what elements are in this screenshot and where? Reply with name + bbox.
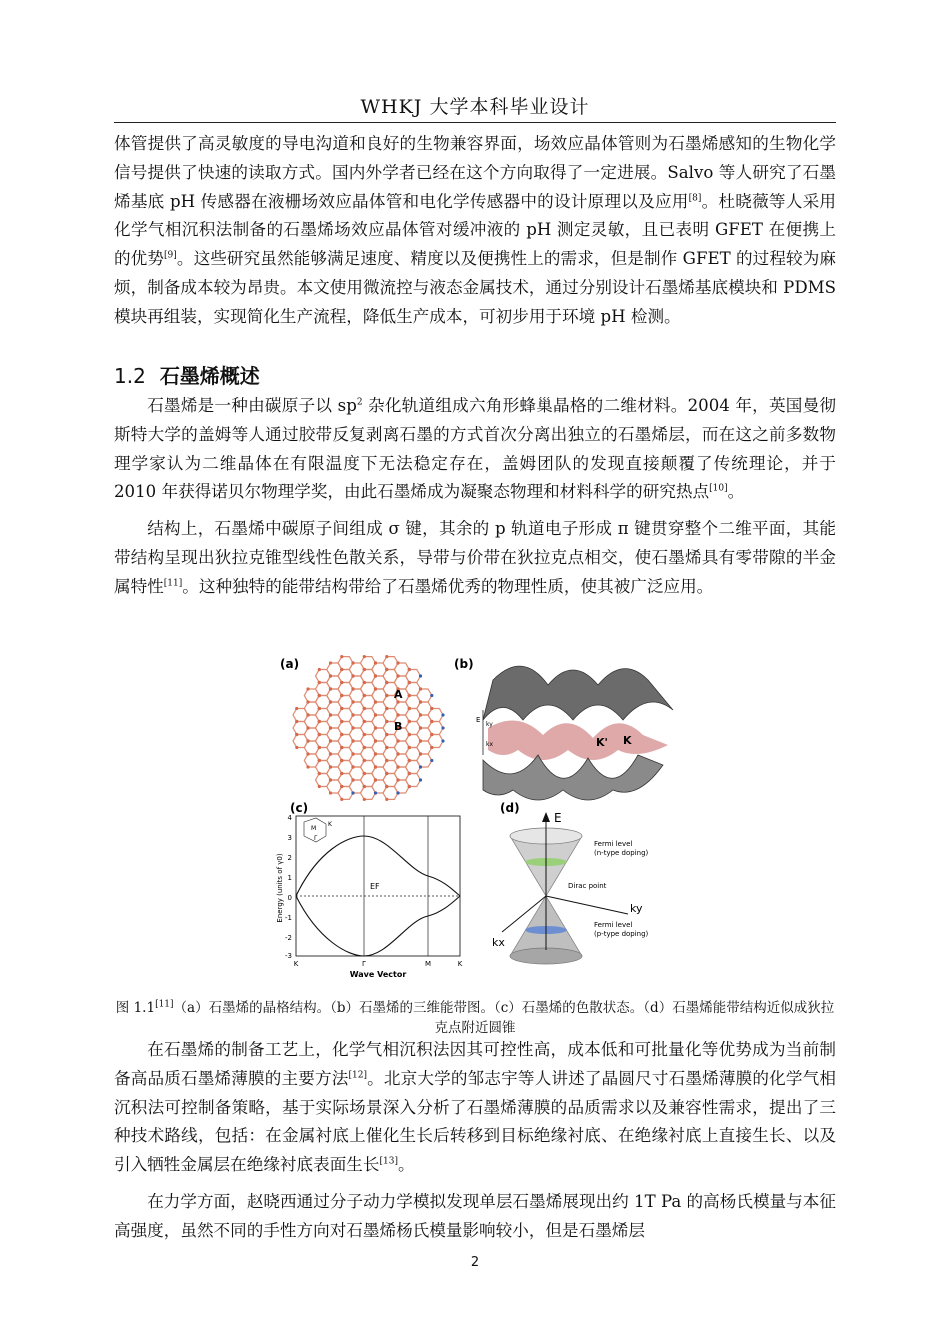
c-ytick: -1 xyxy=(285,914,292,922)
lattice-atom xyxy=(363,655,366,658)
lattice-atom xyxy=(363,785,366,788)
superscript-2: 2 xyxy=(356,397,363,408)
lattice-atom xyxy=(408,772,411,775)
c-y-ticks xyxy=(285,814,293,960)
lattice-atom xyxy=(329,726,332,729)
lattice-atom xyxy=(340,720,343,723)
lattice-atom xyxy=(396,752,399,755)
citation-12: [12] xyxy=(348,1070,367,1081)
d-fermi-p-2: (p-type doping) xyxy=(594,930,649,938)
lattice-atom xyxy=(340,707,343,710)
panel-c-label: (c) xyxy=(290,801,309,815)
lattice-atom xyxy=(396,661,399,664)
lattice-atom xyxy=(295,720,298,723)
lattice-atom xyxy=(340,798,343,801)
lattice-atom xyxy=(351,752,354,755)
lattice-atom xyxy=(374,713,377,716)
d-ky-label: ky xyxy=(630,902,643,915)
lattice-atom xyxy=(351,687,354,690)
lattice-label-a: A xyxy=(394,688,403,701)
panel-d-dirac-cone xyxy=(492,801,649,964)
lattice-atom xyxy=(396,713,399,716)
panel-c-dispersion xyxy=(276,801,463,979)
paragraph-1-text-c: 。这些研究虽然能够满足速度、精度以及便携性上的需求，但是制作 GFET 的过程较为麻烦，制备成本较为昂贵。本文使用微流控与液态金属技术，通过分别设计石墨烯基底模块和 PDMS 模块再组装，实现简化生产流程，降低生产成本，可初步用于环境 pH 检测。 xyxy=(114,249,836,326)
lattice-atom xyxy=(374,687,377,690)
lattice-atom xyxy=(408,720,411,723)
paragraph-3-text-a: 结构上，石墨烯中碳原子间组成 σ 键，其余的 p 轨道电子形成 π 键贯穿整个二维平面，其能带结构呈现出狄拉克锥型线性色散关系，导带与价带在狄拉克点相交，使石墨烯具有零带隙的半金属特性 xyxy=(114,519,836,596)
citation-11: [11] xyxy=(163,578,183,589)
lattice-atom xyxy=(329,791,332,794)
lattice-atom xyxy=(318,694,321,697)
lattice-atom xyxy=(306,687,309,690)
lattice-atom xyxy=(295,746,298,749)
lattice-atom xyxy=(430,759,433,762)
section-title: 石墨烯概述 xyxy=(159,364,260,388)
lattice-atom xyxy=(306,765,309,768)
lattice-atom xyxy=(419,739,422,742)
lattice-atom xyxy=(351,778,354,781)
d-kx-label: kx xyxy=(492,936,505,949)
lattice-atom xyxy=(441,739,444,742)
lattice-atom xyxy=(430,694,433,697)
lattice-hexagon xyxy=(428,735,443,748)
c-valence-curve xyxy=(296,896,460,956)
lattice-hexagon xyxy=(428,722,443,735)
lattice-atom xyxy=(306,713,309,716)
paragraph-block-mid xyxy=(114,392,836,602)
lattice-atom xyxy=(385,707,388,710)
c-xtick: K xyxy=(457,960,463,968)
lattice-hexagon xyxy=(383,787,398,800)
lattice-atom xyxy=(318,720,321,723)
lattice-atom xyxy=(363,759,366,762)
panel-b-3d-bands xyxy=(454,650,678,800)
citation-8: [8] xyxy=(688,193,702,204)
lattice-atom xyxy=(351,726,354,729)
lattice-atom xyxy=(430,746,433,749)
lattice-atom xyxy=(396,674,399,677)
lattice-atom xyxy=(351,674,354,677)
lattice-atom xyxy=(419,687,422,690)
paragraph-3-text-b: 。这种独特的能带结构带给了石墨烯优秀的物理性质，使其被广泛应用。 xyxy=(182,576,714,596)
section-heading xyxy=(114,360,260,389)
paragraph-1 xyxy=(114,130,836,332)
lattice-atom xyxy=(419,700,422,703)
c-inset-m: M xyxy=(311,825,317,832)
lattice-atom xyxy=(340,746,343,749)
paragraph-5: 在力学方面，赵晓西通过分子动力学模拟发现单层石墨烯展现出约 1T Pa 的高杨氏模量与本征高强度，虽然不同的手性方向对石墨烯杨氏模量影响较小，但是石墨烯层 xyxy=(114,1191,836,1240)
lattice-atom xyxy=(374,778,377,781)
citation-13: [13] xyxy=(379,1156,398,1167)
lattice-atom xyxy=(340,772,343,775)
paragraph-4 xyxy=(114,1036,836,1180)
lattice-atom xyxy=(408,668,411,671)
page-header xyxy=(114,92,836,123)
figure-1-1 xyxy=(278,650,678,980)
lattice-atom xyxy=(385,772,388,775)
header-title: WHKJ 大学本科毕业设计 xyxy=(360,96,590,118)
b-axis-kx: kx xyxy=(486,741,494,748)
lattice-atom xyxy=(374,739,377,742)
lattice-hexagon xyxy=(428,709,443,722)
c-ytick: 3 xyxy=(287,834,292,842)
lattice-atom xyxy=(374,752,377,755)
caption-citation: [11] xyxy=(155,999,174,1010)
lattice-atom xyxy=(318,785,321,788)
lattice-atom xyxy=(363,707,366,710)
lattice-atom xyxy=(441,726,444,729)
lattice-atom xyxy=(385,746,388,749)
lattice-atom xyxy=(329,765,332,768)
c-xtick: Γ xyxy=(362,960,366,968)
b-label-kprime: K' xyxy=(596,736,608,749)
lattice-atom xyxy=(318,681,321,684)
lattice-atom xyxy=(419,713,422,716)
c-xlabel: Wave Vector xyxy=(349,970,407,979)
lattice-atom xyxy=(306,752,309,755)
lattice-atom xyxy=(340,668,343,671)
lattice-atom xyxy=(318,746,321,749)
panel-d-label: (d) xyxy=(500,801,520,815)
lattice-atom xyxy=(408,759,411,762)
c-ytick: 0 xyxy=(287,894,292,902)
lattice-atom xyxy=(430,720,433,723)
lattice-atom xyxy=(318,772,321,775)
c-xtick: M xyxy=(424,960,432,968)
hex-lattice xyxy=(293,655,445,801)
b-axis-e: E xyxy=(476,716,481,724)
lattice-atom xyxy=(419,674,422,677)
lattice-atom xyxy=(351,739,354,742)
lattice-atom xyxy=(408,707,411,710)
lattice-atom xyxy=(441,713,444,716)
lattice-atom xyxy=(351,700,354,703)
lattice-atom xyxy=(306,726,309,729)
d-fermi-n-1: Fermi level xyxy=(594,840,633,848)
lattice-atom xyxy=(363,720,366,723)
d-e-label: E xyxy=(554,811,562,825)
lattice-atom xyxy=(329,713,332,716)
paragraph-2 xyxy=(114,392,836,507)
lattice-atom xyxy=(363,746,366,749)
lattice-hexagon xyxy=(406,774,421,787)
paragraph-1-text-a: 体管提供了高灵敏度的导电沟道和良好的生物兼容界面，场效应晶体管则为石墨烯感知的生物化学信号提供了快速的读取方式。国内外学者已经在这个方向取得了一定进展。Salvo 等人研究了石墨烯基底 pH 传感器在液栅场效应晶体管和电化学传感器中的设计原理以及应用 xyxy=(114,134,836,211)
lattice-atom xyxy=(340,681,343,684)
lattice-label-b: B xyxy=(394,720,403,733)
lattice-atom xyxy=(374,765,377,768)
lattice-atom xyxy=(363,694,366,697)
panel-a-label: (a) xyxy=(280,657,300,671)
paragraph-1-text-b: 。杜晓薇等人采用化学气相沉积法制备的石墨烯场效应晶体管对缓冲液的 pH 测定灵敏，且已表明 GFET 在便携上的优势 xyxy=(114,191,837,269)
lattice-atom xyxy=(374,661,377,664)
lattice-atom xyxy=(396,765,399,768)
d-dirac-label: Dirac point xyxy=(568,882,607,890)
lattice-atom xyxy=(329,778,332,781)
b-label-k: K xyxy=(623,734,632,747)
lattice-atom xyxy=(385,759,388,762)
lattice-atom xyxy=(329,687,332,690)
lattice-atom xyxy=(396,791,399,794)
c-inset-gamma: Γ xyxy=(314,835,318,842)
c-ylabel: Energy (units of γ0) xyxy=(276,853,284,923)
lattice-atom xyxy=(351,765,354,768)
c-ytick: -3 xyxy=(285,952,292,960)
lattice-atom xyxy=(374,791,377,794)
lattice-atom xyxy=(363,798,366,801)
lattice-atom xyxy=(419,726,422,729)
paragraph-2-text-a: 石墨烯是一种由碳原子以 sp xyxy=(147,396,357,415)
lattice-atom xyxy=(430,707,433,710)
lattice-atom xyxy=(363,733,366,736)
lattice-atom xyxy=(419,778,422,781)
d-e-arrow xyxy=(542,812,550,822)
lattice-hexagon xyxy=(406,670,421,683)
lattice-atom xyxy=(363,681,366,684)
figure-svg xyxy=(278,650,678,980)
lattice-hexagon xyxy=(361,787,376,800)
lattice-atom xyxy=(408,694,411,697)
lattice-atom xyxy=(385,668,388,671)
paragraph-2-text-c: 。 xyxy=(727,482,745,502)
c-xtick: K xyxy=(293,960,299,968)
lattice-atom xyxy=(363,668,366,671)
paragraph-block-top xyxy=(114,130,836,332)
lattice-atom xyxy=(363,772,366,775)
lattice-atom xyxy=(408,785,411,788)
lattice-atom xyxy=(385,798,388,801)
lattice-atom xyxy=(385,785,388,788)
panel-a-lattice xyxy=(280,655,445,801)
c-ef-label: EF xyxy=(370,882,380,891)
c-ytick: 4 xyxy=(287,814,292,822)
paragraph-2-text-b: 杂化轨道组成六角形蜂巢晶格的二维材料。2004 年，英国曼彻斯特大学的盖姆等人通过胶带反复剥离石墨的方式首次分离出独立的石墨烯层，而在这之前多数物理学家认为二维晶体在有限温度下无法稳定存在，盖姆团队的发现直接颠覆了传统理论，并于 2010 年获得诺贝尔物理学奖，由此石墨烯成为凝聚态物理和材料科学的研究热点 xyxy=(114,396,836,502)
lattice-atom xyxy=(318,733,321,736)
c-inset-k: K xyxy=(328,821,332,828)
lattice-atom xyxy=(385,720,388,723)
lattice-atom xyxy=(295,707,298,710)
b-axis-ky: ky xyxy=(486,721,493,728)
caption-prefix: 图 1.1 xyxy=(115,1000,156,1016)
paragraph-4-text-a: 在石墨烯的制备工艺上，化学气相沉积法因其可控性高，成本低和可批量化等优势成为当前制备高品质石墨烯薄膜的主要方法 xyxy=(114,1040,836,1088)
paragraph-block-bottom xyxy=(114,1036,836,1246)
lattice-atom xyxy=(396,739,399,742)
lattice-atom xyxy=(318,759,321,762)
lattice-atom xyxy=(306,739,309,742)
lower-cone-rim xyxy=(510,948,582,964)
d-fermi-n-2: (n-type doping) xyxy=(594,849,649,857)
lattice-atom xyxy=(318,707,321,710)
lattice-atom xyxy=(374,700,377,703)
lattice-atom xyxy=(340,733,343,736)
lattice-atom xyxy=(351,791,354,794)
lattice-atom xyxy=(329,674,332,677)
c-x-ticks xyxy=(294,960,463,968)
section-number: 1.2 xyxy=(114,364,146,388)
c-ytick: -2 xyxy=(285,934,292,942)
d-fermi-p-1: Fermi level xyxy=(594,921,633,929)
lattice-atom xyxy=(419,752,422,755)
citation-9: [9] xyxy=(164,250,177,261)
citation-10: [10] xyxy=(709,483,728,494)
lattice-atom xyxy=(329,739,332,742)
lattice-atom xyxy=(374,726,377,729)
lattice-atom xyxy=(329,661,332,664)
caption-text: （a）石墨烯的晶格结构。（b）石墨烯的三维能带图。（c）石墨烯的色散状态。（d）石墨烯能带结构近似成狄拉克点附近圆锥 xyxy=(173,1000,835,1036)
lattice-atom xyxy=(385,655,388,658)
lattice-atom xyxy=(329,700,332,703)
lattice-hexagon xyxy=(406,761,421,774)
lattice-atom xyxy=(340,759,343,762)
lattice-atom xyxy=(385,733,388,736)
d-ky-axis xyxy=(546,896,628,914)
paragraph-4-text-b: 。北京大学的邹志宇等人讲述了晶圆尺寸石墨烯薄膜的化学气相沉积法可控制备策略，基于实际场景深入分析了石墨烯薄膜的品质需求以及兼容性需求，提出了三种技术路线，包括：在金属衬底上催化生长后转移到目标绝缘衬底、在绝缘衬底上直接生长、以及引入牺牲金属层在绝缘衬底表面生长 xyxy=(114,1068,837,1175)
lattice-atom xyxy=(329,752,332,755)
lattice-atom xyxy=(408,733,411,736)
lattice-atom xyxy=(419,765,422,768)
c-ytick: 1 xyxy=(287,874,292,882)
lattice-atom xyxy=(340,785,343,788)
lattice-atom xyxy=(340,694,343,697)
figure-caption xyxy=(114,998,836,1038)
lattice-atom xyxy=(318,668,321,671)
c-ytick: 2 xyxy=(287,854,292,862)
lattice-atom xyxy=(351,661,354,664)
paragraph-4-text-c: 。 xyxy=(397,1155,415,1175)
lattice-atom xyxy=(295,733,298,736)
lattice-atom xyxy=(385,681,388,684)
page-number: 2 xyxy=(470,1255,480,1270)
lattice-atom xyxy=(351,713,354,716)
lattice-atom xyxy=(408,681,411,684)
panel-b-label: (b) xyxy=(454,657,474,671)
lattice-atom xyxy=(306,700,309,703)
lattice-atom xyxy=(374,674,377,677)
lattice-atom xyxy=(385,694,388,697)
paragraph-3 xyxy=(114,515,836,601)
lattice-hexagon xyxy=(338,787,353,800)
lattice-atom xyxy=(408,746,411,749)
lattice-atom xyxy=(430,733,433,736)
lattice-atom xyxy=(396,778,399,781)
lattice-atom xyxy=(340,655,343,658)
